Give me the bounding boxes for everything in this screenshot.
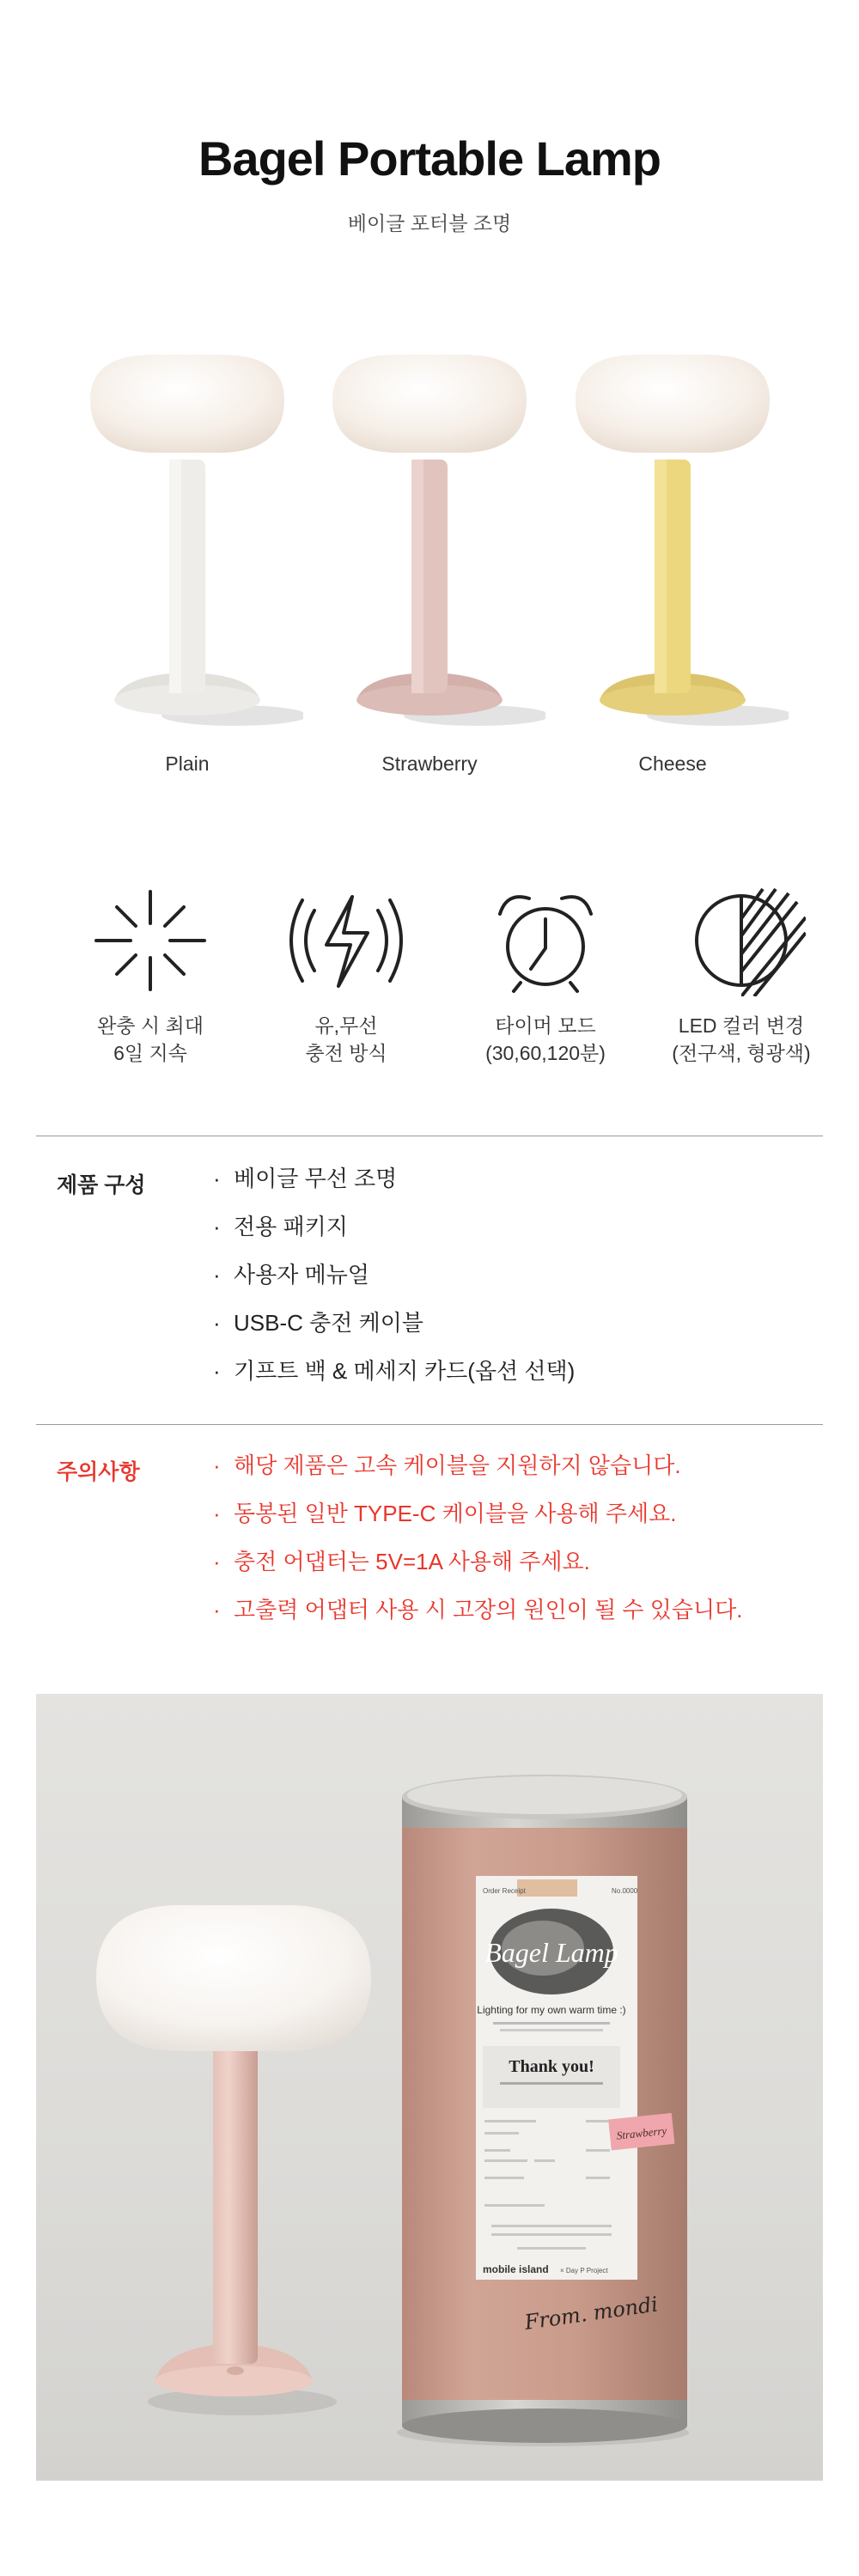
list-item: · 전용 패키지 [213, 1214, 348, 1239]
alarm-clock-icon [481, 885, 610, 996]
variant-label-strawberry: Strawberry [381, 752, 478, 775]
receipt-header-left: Order Receipt [483, 1887, 526, 1895]
list-item: · 기프트 백 & 메세지 카드(옵션 선택) [213, 1358, 576, 1384]
receipt-tagline: Lighting for my own warm time :) [477, 2004, 626, 2016]
flavor-tag [608, 2113, 674, 2151]
caution-heading: 주의사항 [57, 1460, 140, 1484]
wireless-charging-icon [282, 885, 411, 996]
receipt-header-right: No.0000 [612, 1887, 638, 1895]
half-circle-icon [677, 885, 806, 996]
variant-label-plain: Plain [165, 752, 210, 775]
page-subtitle: 베이글 포터블 조명 [347, 212, 512, 234]
page-title: Bagel Portable Lamp [198, 131, 661, 186]
handwritten-note: From. mondi [522, 2292, 660, 2335]
photo-scene [36, 1694, 823, 2481]
flavor-tag-text: Strawberry [616, 2123, 667, 2142]
feature-led-text: LED 컬러 변경 (전구색, 형광색) [672, 1014, 811, 1064]
list-item: · 동봉된 일반 TYPE-C 케이블을 사용해 주세요. [213, 1501, 677, 1526]
lamp-cheese-image [557, 339, 789, 734]
receipt-brand-left: mobile island [483, 2263, 549, 2275]
sparkle-icon [86, 885, 215, 996]
feature-timer-text: 타이머 모드 (30,60,120분) [485, 1014, 606, 1064]
composition-heading: 제품 구성 [57, 1173, 146, 1197]
feature-charging-text: 유,무선 충전 방식 [305, 1014, 387, 1064]
composition-list [213, 1161, 575, 1402]
receipt-thanks: Thank you! [509, 2057, 594, 2076]
list-item: · 베이글 무선 조명 [213, 1166, 398, 1191]
receipt-logo: Bagel Lamp [484, 1937, 618, 1968]
divider [36, 1424, 823, 1425]
list-item: · 충전 어댑터는 5V=1A 사용해 주세요. [213, 1549, 590, 1574]
variant-label-cheese: Cheese [638, 752, 707, 775]
list-item: · 사용자 메뉴얼 [213, 1262, 369, 1288]
product-photo [36, 1694, 823, 2481]
list-item: · 고출력 어댑터 사용 시 고장의 원인이 될 수 있습니다. [213, 1597, 743, 1623]
receipt-label [476, 1876, 638, 2280]
list-item: · USB-C 충전 케이블 [213, 1310, 423, 1336]
lamp-strawberry-image [314, 339, 545, 734]
list-item: · 해당 제품은 고속 케이블을 지원하지 않습니다. [213, 1452, 681, 1478]
receipt-brand-right: × Day P Project [560, 2267, 608, 2275]
caution-list [213, 1448, 742, 1641]
feature-battery-text: 완충 시 최대 6일 지속 [97, 1014, 204, 1064]
lamp-plain-image [71, 339, 303, 734]
